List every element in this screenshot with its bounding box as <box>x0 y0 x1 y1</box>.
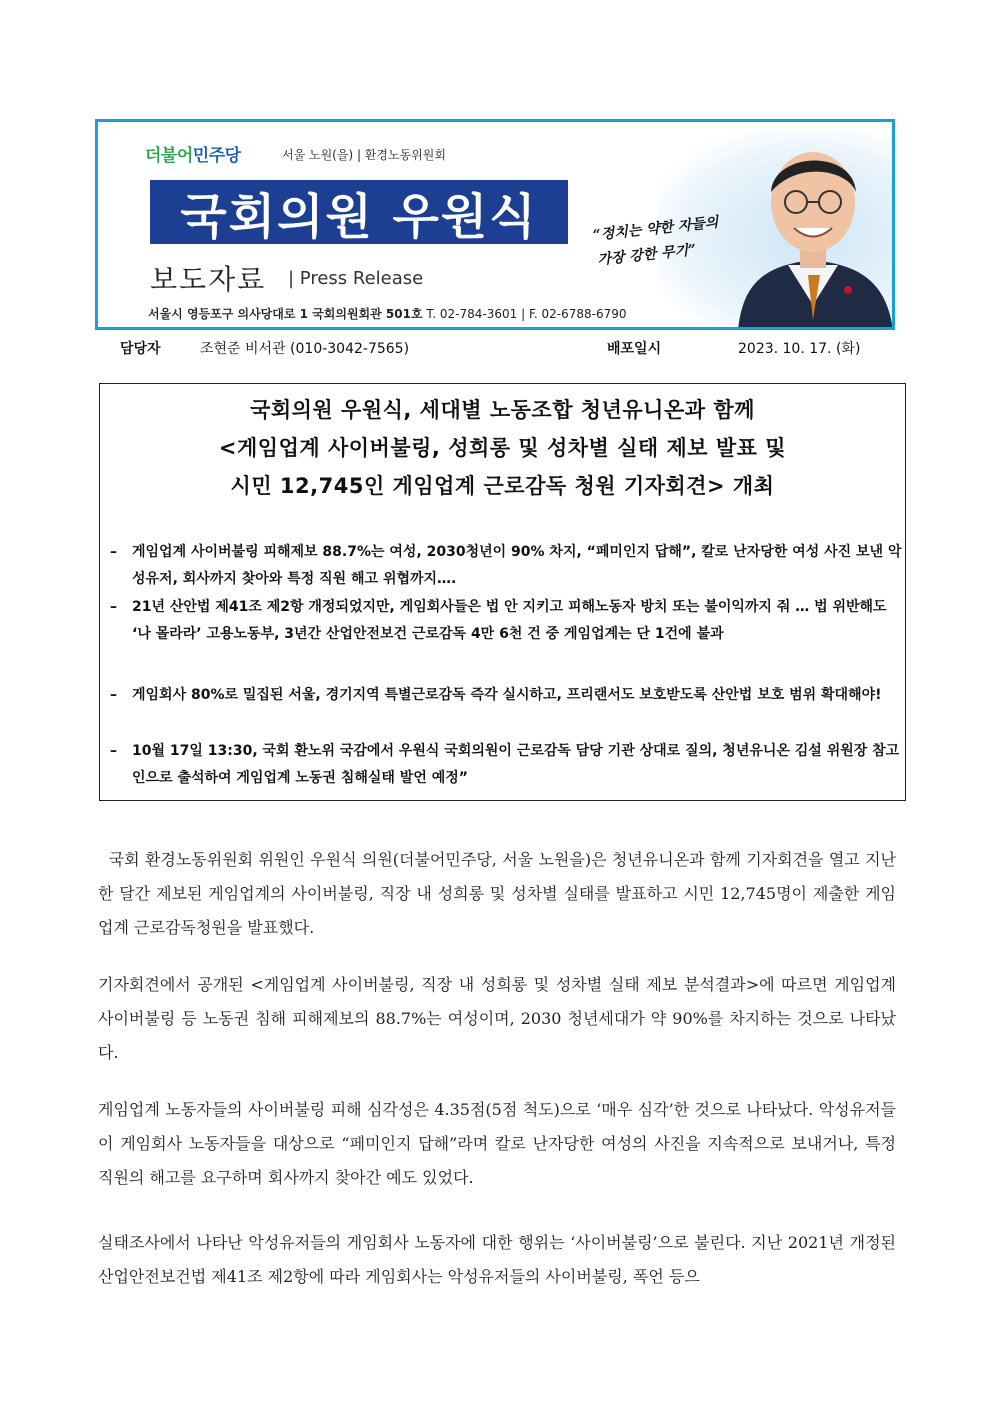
party-logo: 더불어민주당 <box>145 146 241 166</box>
contact-person-value: 조현준 비서관 (010-3042-7565) <box>200 341 410 357</box>
release-date-value: 2023. 10. 17. (화) <box>738 341 861 357</box>
headline-line-3: 시민 12,745인 게임업계 근로감독 청원 기자회견> 개최 <box>230 474 775 498</box>
body-paragraph: 국회 환경노동위원회 위원인 우원식 의원(더불어민주당, 서울 노원을)은 청년유니온과 함께 기자회견을 열고 지난 한 달간 제보된 게임업계의 사이버불링, 직장 내 성희롱 및 성차별 실태를 발표하고 시민 12,745명이 제출한 게임업계 근로감독청원을 발표했다. <box>98 850 896 937</box>
body-paragraph: 게임업계 노동자들의 사이버불링 피해 심각성은 4.35점(5점 척도)으로 ‘매우 심각’한 것으로 나타났다. 악성유저들이 게임회사 노동자들을 대상으로 “페미인지 답해”라며 칼로 난자당한 여성의 사진을 지속적으로 보내거나, 특정 직원의 해고를 요구하며 회사까지 찾아간 예도 있었다. <box>98 1100 896 1187</box>
slogan-quote: “정치는 약한 자들의 가장 강한 무기” <box>592 214 720 269</box>
release-date-label: 배포일시 <box>607 341 662 357</box>
headline-line-1: 국회의원 우원식, 세대별 노동조합 청년유니온과 함께 <box>250 398 755 422</box>
member-name: 국회의원 우원식 <box>150 180 568 244</box>
party-subtitle: 서울 노원(을) | 환경노동위원회 <box>282 148 446 162</box>
office-address: 서울시 영등포구 의사당대로 1 국회의원회관 501호 T. 02-784-3601 | F. 02-6788-6790 <box>148 307 627 321</box>
body-paragraph: 실태조사에서 나타난 악성유저들의 게임회사 노동자에 대한 행위는 ‘사이버불링’으로 불린다. 지난 2021년 개정된 산업안전보건법 제41조 제2항에 따라 게임회사는 악성유저들의 사이버불링, 폭언 등으 <box>98 1233 896 1286</box>
body-paragraph: 기자회견에서 공개된 <게임업계 사이버불링, 직장 내 성희롱 및 성차별 실태 제보 분석결과>에 따르면 게임업계 사이버불링 등 노동권 침해 피해제보의 88.7%는 여성이며, 2030 청년세대가 약 90%를 차지하는 것으로 나타났다. <box>98 975 896 1062</box>
summary-box: 국회의원 우원식, 세대별 노동조합 청년유니온과 함께 <게임업계 사이버불링, 성희롱 및 성차별 실태 제보 발표 및 시민 12,745인 게임업계 근로감독 청원 기자회견> 개최 – 게임업계 사이버불링 피해제보 88.7%는 여성, 2030청년이 90% 차지, “페미인지 답해”, 칼로 난자당한 여성 사진 보낸 악성유저, 회사까지 찾아와 특정 직원 해고 위협까지…. – 21년 산안법 제41조 제2항 개정되었지만, 게임회사들은 법 안 지키고 피해노동자 방치 또는 불이익까지 줘 … 법 위반해도 ‘나 몰라라’ 고용노동부, 3년간 산업안전보건 근로감독 4만 6천 건 중 게임업계는 단 1건에 불과 – 게임회사 80%로 밀집된 서울, 경기지역 특별근로감독 즉각 실시하고, 프리랜서도 보호받도록 산안법 보호 범위 확대해야! – 10월 17일 13:30, 국회 환노위 국감에서 우원식 국회의원이 근로감독 담당 기관 상대로 질의, 청년유니온 김설 위원장 참고인으로 출석하여 게임업계 노동권 침해실태 발언 예정” <box>99 383 906 801</box>
press-release-banner <box>95 119 895 330</box>
press-release-title: 보도자료 <box>150 263 267 296</box>
member-portrait <box>728 130 895 330</box>
press-release-english: | Press Release <box>288 268 424 289</box>
headline-line-2: <게임업계 사이버불링, 성희롱 및 성차별 실태 제보 발표 및 <box>218 436 787 460</box>
contact-person-label: 담당자 <box>120 341 161 357</box>
